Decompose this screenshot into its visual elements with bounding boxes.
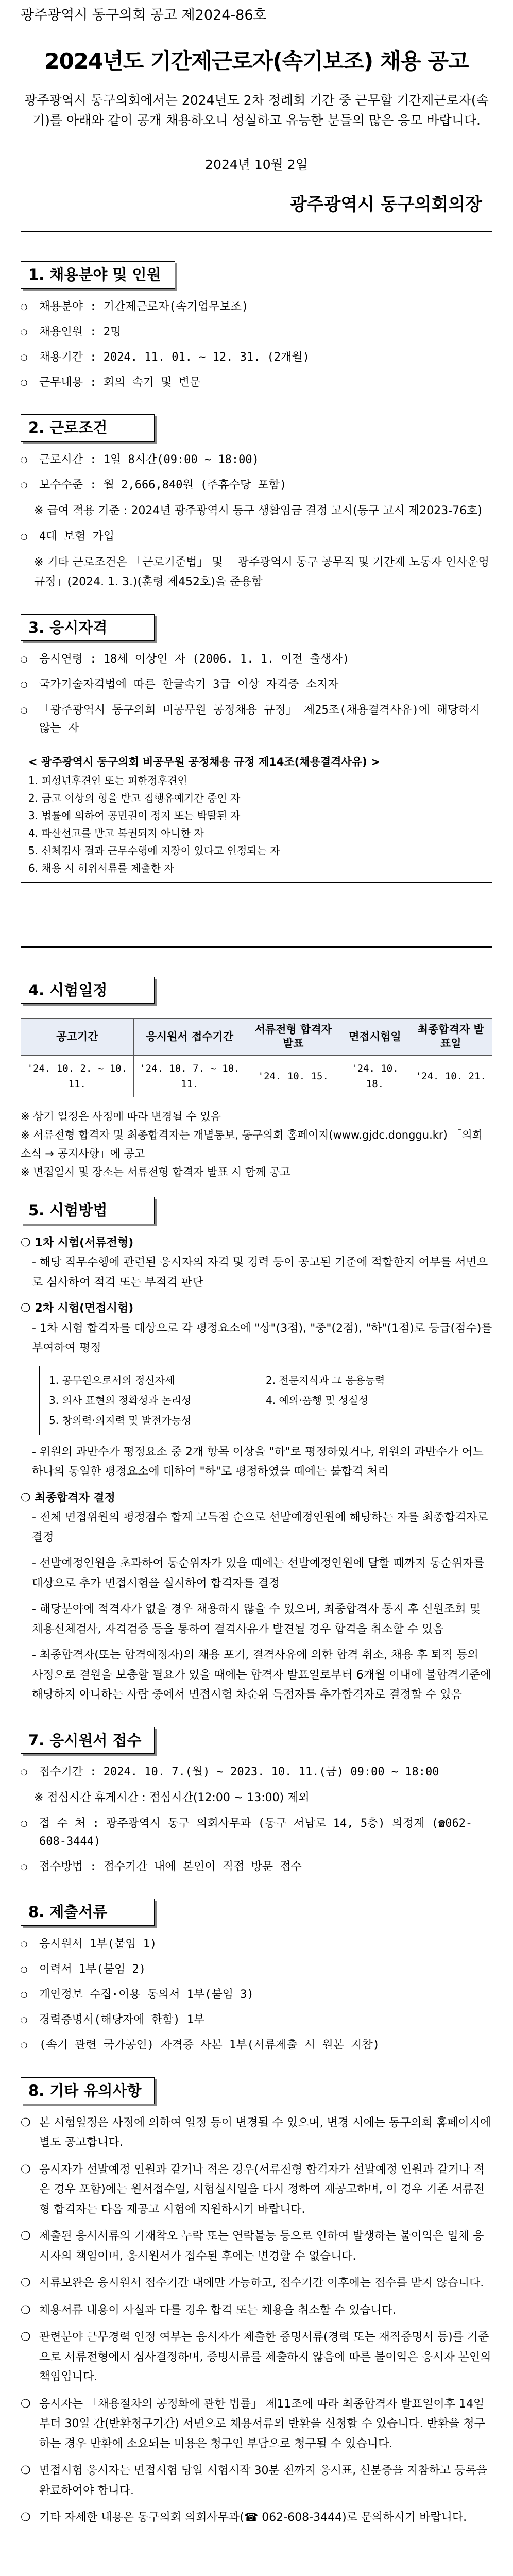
final-title: 최종합격자 결정 bbox=[35, 1491, 115, 1504]
list-item: ❍ 「광주광역시 동구의회 비공무원 공정채용 규정」 제25조(채용결격사유)에 해당하지 않는 자 bbox=[21, 703, 481, 735]
table-header: 서류전형 합격자 발표 bbox=[246, 1019, 340, 1056]
list-item: 4. 예의·품행 및 성실성 bbox=[266, 1394, 369, 1406]
list-item: ❍ 4대 보험 가입 bbox=[21, 530, 114, 543]
list-item: ❍ 근로시간 : 1일 8시간(09:00 ~ 18:00) bbox=[21, 453, 259, 466]
list-item: ❍ 접 수 처 : 광주광역시 동구 의회사무과 (동구 서남로 14, 5층) 의정계 (☎062-608-3444) bbox=[21, 1817, 473, 1848]
section-1-list bbox=[21, 298, 492, 392]
section-2-list bbox=[21, 451, 492, 494]
section-1-head: 1. 채용분야 및 인원 bbox=[21, 261, 175, 288]
list-item: 6. 채용 시 허위서류를 제출한 자 bbox=[28, 861, 174, 874]
section-divider bbox=[21, 946, 492, 948]
wage-note: ※ 급여 적용 기준 : 2024년 광주광역시 동구 생활임금 결정 고시(동구 고시 제2023-76호) bbox=[34, 504, 482, 518]
note: ※ 면접일시 및 장소는 서류전형 합격자 발표 시 함께 공고 bbox=[21, 1165, 290, 1178]
list-item: 2. 전문지식과 그 응용능력 bbox=[266, 1374, 385, 1386]
notice-date: 2024년 10월 2일 bbox=[205, 157, 308, 172]
note: ※ 서류전형 합격자 및 최종합격자는 개별통보, 동구의회 홈페이지(www.gjdc.donggu.kr) 「의회소식 → 공지사항」에 공고 bbox=[21, 1129, 483, 1160]
list-item: ❍ 채용기간 : 2024. 11. 01. ~ 12. 31. (2개월) bbox=[21, 351, 310, 364]
box-title: < 광주광역시 동구의회 비공무원 공정채용 규정 제14조(채용결격사유) > bbox=[28, 756, 380, 768]
list-item: ❍ 제출된 응시서류의 기재착오 누락 또는 연락불능 등으로 인하여 발생하는 불이익은 일체 응시자의 책임이며, 응시원서가 접수된 후에는 변경할 수 없습니다. bbox=[21, 2230, 484, 2263]
table-row bbox=[21, 1055, 492, 1097]
list-item: ❍ 본 시험일정은 사정에 의하여 일정 등이 변경될 수 있으며, 변경 시에는 동구의회 홈페이지에 별도 공고합니다. bbox=[21, 2116, 491, 2149]
list-item: 5. 창의력·의지력 및 발전가능성 bbox=[49, 1414, 192, 1427]
list-item: ❍ 경력증명서(해당자에 한함) 1부 bbox=[21, 2013, 205, 2027]
final-item: - 선발예정인원을 초과하여 동순위자가 있을 때에는 선발예정인원에 달할 때까지 동순위자를 대상으로 추가 면접시험을 실시하여 합격자를 결정 bbox=[32, 1557, 485, 1590]
list-item: ❍ 응시연령 : 18세 이상인 자 (2006. 1. 1. 이전 출생자) bbox=[21, 653, 350, 666]
conditions-note: ※ 기타 근로조건은 「근로기준법」 및 「광주광역시 동구 공무직 및 기간제 노동자 인사운영 규정」(2024. 1. 3.)(훈령 제452호)을 준용함 bbox=[34, 555, 489, 589]
schedule-notes bbox=[21, 1108, 492, 1181]
table-cell: '24. 10. 21. bbox=[409, 1055, 492, 1097]
step1-body: - 해당 직무수행에 관련된 응시자의 자격 및 경력 등이 공고된 기준에 적합한지 여부를 서면으로 심사하여 적격 또는 부적격 판단 bbox=[32, 1256, 488, 1289]
list-item: ❍ 기타 자세한 내용은 동구의회 의회사무과(☎ 062-608-3444)로 문의하시기 바랍니다. bbox=[21, 2511, 467, 2524]
list-item: ❍ 이력서 1부(붙임 2) bbox=[21, 1962, 146, 1976]
title-divider bbox=[21, 231, 492, 232]
schedule-table bbox=[21, 1018, 492, 1097]
section-3-head: 3. 응시자격 bbox=[21, 614, 155, 641]
step2-rule: - 위원의 과반수가 평정요소 중 2개 항목 이상을 "하"로 평정하였거나, 위원의 과반수가 어느 하나의 동일한 평정요소에 대하여 "하"로 평정하였을 때에는 불합격 처리 bbox=[32, 1445, 484, 1479]
table-cell: '24. 10. 7. ~ 10. 11. bbox=[133, 1055, 246, 1097]
list-item: ❍ 채용분야 : 기간제근로자(속기업무보조) bbox=[21, 300, 249, 313]
final-item: - 최종합격자(또는 합격예정자)의 채용 포기, 결격사유에 의한 합격 취소, 채용 후 퇴직 등의 사정으로 결원을 보충할 필요가 있을 때에는 합격자 발표일로부터 6개월 이내에 불합격기준에 해당하지 아니하는 사람 중에서 면접시험 차순위 득점자를 추가합격자로 결정할 수 있음 bbox=[32, 1649, 491, 1702]
list-item: ❍ 면접시험 응시자는 면접시험 당일 시험시작 30분 전까지 응시표, 신분증을 지참하고 등록을 완료하여야 합니다. bbox=[21, 2464, 487, 2497]
lunch-note: ※ 점심시간 휴게시간 : 점심시간(12:00 ~ 13:00) 제외 bbox=[34, 1791, 310, 1805]
table-header: 최종합격자 발표일 bbox=[409, 1019, 492, 1056]
list-item: ❍ 관련분야 근무경력 인정 여부는 응시자가 제출한 증명서류(경력 또는 재직증명서 등)를 기준으로 서류전형에서 심사결정하며, 증빙서류를 제출하지 않음에 따른 불이익은 응시자 본인의 책임입니다. bbox=[21, 2331, 491, 2384]
table-header: 응시원서 접수기간 bbox=[133, 1019, 246, 1056]
table-cell: '24. 10. 15. bbox=[246, 1055, 340, 1097]
step2-title: 2차 시험(면접시험) bbox=[35, 1302, 134, 1315]
table-cell: '24. 10. 2. ~ 10. 11. bbox=[21, 1055, 134, 1097]
section-8-head: 8. 제출서류 bbox=[21, 1899, 155, 1925]
criteria-box bbox=[39, 1366, 492, 1435]
table-header: 면접시험일 bbox=[340, 1019, 409, 1056]
list-item: ❍ 서류보완은 응시원서 접수기간 내에만 가능하고, 접수기간 이후에는 접수를 받지 않습니다. bbox=[21, 2277, 484, 2290]
disqualification-box bbox=[21, 748, 492, 883]
page-title: 2024년도 기간제근로자(속기보조) 채용 공고 bbox=[44, 48, 469, 74]
final-item: - 전체 면접위원의 평정점수 합계 고득점 순으로 선발예정인원에 해당하는 자를 최종합격자로 결정 bbox=[32, 1511, 488, 1544]
section-9-head: 8. 기타 유의사항 bbox=[21, 2077, 155, 2104]
section-3-list bbox=[21, 650, 492, 737]
list-item: ❍ 채용인원 : 2명 bbox=[21, 325, 122, 338]
list-item: 4. 파산선고를 받고 복권되지 아니한 자 bbox=[28, 826, 204, 839]
list-item: ❍ 접수방법 : 접수기간 내에 본인이 직접 방문 접수 bbox=[21, 1860, 302, 1874]
list-item: ❍ (속기 관련 국가공인) 자격증 사본 1부(서류제출 시 원본 지참) bbox=[21, 2039, 380, 2052]
list-item: 5. 신체검사 결과 근무수행에 지장이 있다고 인정되는 자 bbox=[28, 844, 280, 857]
list-item: ❍ 보수수준 : 월 2,666,840원 (주휴수당 포함) bbox=[21, 478, 287, 492]
list-item: ❍ 응시원서 1부(붙임 1) bbox=[21, 1937, 157, 1951]
list-item: 2. 금고 이상의 형을 받고 집행유예기간 중인 자 bbox=[28, 791, 241, 804]
step1-title: 1차 시험(서류전형) bbox=[35, 1236, 134, 1249]
bullet-icon: ❍ bbox=[21, 1302, 35, 1315]
bullet-icon: ❍ bbox=[21, 1236, 35, 1249]
list-item: ❍ 근무내용 : 회의 속기 및 변문 bbox=[21, 376, 201, 389]
section-7-head: 7. 응시원서 접수 bbox=[21, 1727, 155, 1754]
table-header: 공고기간 bbox=[21, 1019, 134, 1056]
list-item: 3. 의사 표현의 정확성과 논리성 bbox=[49, 1394, 192, 1406]
list-item: 3. 법률에 의하여 공민권이 정지 또는 박탈된 자 bbox=[28, 809, 241, 822]
section-5-head: 5. 시험방법 bbox=[21, 1197, 155, 1224]
note: ※ 상기 일정은 사정에 따라 변경될 수 있음 bbox=[21, 1110, 221, 1123]
list-item: ❍ 응시자는 「채용절차의 공정화에 관한 법률」 제11조에 따라 최종합격자 발표일이후 14일부터 30일 간(반환청구기간) 서면으로 채용서류의 반환을 신청할 수 있습니다. 반환을 청구하는 경우 반환에 소요되는 비용은 청구인 부담으로 청구될 수 있습니다. bbox=[21, 2397, 485, 2450]
notice-number: 광주광역시 동구의회 공고 제2024-86호 bbox=[21, 7, 267, 23]
list-item: ❍ 응시자가 선발예정 인원과 같거나 적은 경우(서류전형 합격자가 선발예정 인원과 같거나 적은 경우 포함)에는 원서접수일, 시험실시일을 다시 정하여 재공고하며, 이 경우 기존 서류전형 합격자는 다음 재공고 시험에 지원하시기 바랍니다. bbox=[21, 2163, 485, 2216]
list-item: ❍ 채용서류 내용이 사실과 다를 경우 합격 또는 채용을 취소할 수 있습니다. bbox=[21, 2303, 397, 2317]
final-item: - 해당분야에 적격자가 없을 경우 채용하지 않을 수 있으며, 최종합격자 통지 후 신원조회 및 채용신체검사, 자격검증 등을 통하여 결격사유가 발견될 경우 합격을 취소할 수 있음 bbox=[32, 1603, 481, 1636]
table-cell: '24. 10. 18. bbox=[340, 1055, 409, 1097]
list-item: 1. 피성년후견인 또는 피한정후견인 bbox=[28, 774, 187, 787]
section-2-head: 2. 근로조건 bbox=[21, 414, 155, 441]
list-item: ❍ 국가기술자격법에 따른 한글속기 3급 이상 자격증 소지자 bbox=[21, 678, 339, 691]
bullet-icon: ❍ bbox=[21, 1491, 35, 1504]
issuing-org: 광주광역시 동구의회의장 bbox=[289, 194, 482, 215]
list-item: ❍ 접수기간 : 2024. 10. 7.(월) ~ 2023. 10. 11.(금) 09:00 ~ 18:00 bbox=[21, 1765, 439, 1778]
list-item: ❍ 개인정보 수집·이용 동의서 1부(붙임 3) bbox=[21, 1988, 254, 2001]
list-item: 1. 공무원으로서의 정신자세 bbox=[49, 1374, 175, 1386]
intro-text: 광주광역시 동구의회에서는 2024년도 2차 정례회 기간 중 근무할 기간제근로자(속기)를 아래와 같이 공개 채용하오니 성실하고 유능한 분들의 많은 응모 바랍니다. bbox=[24, 93, 489, 128]
section-4-head: 4. 시험일정 bbox=[21, 977, 155, 1004]
step2-body: - 1차 시험 합격자를 대상으로 각 평정요소에 "상"(3점), "중"(2점), "하"(1점)로 등급(점수)를 부여하여 평정 bbox=[32, 1321, 492, 1355]
